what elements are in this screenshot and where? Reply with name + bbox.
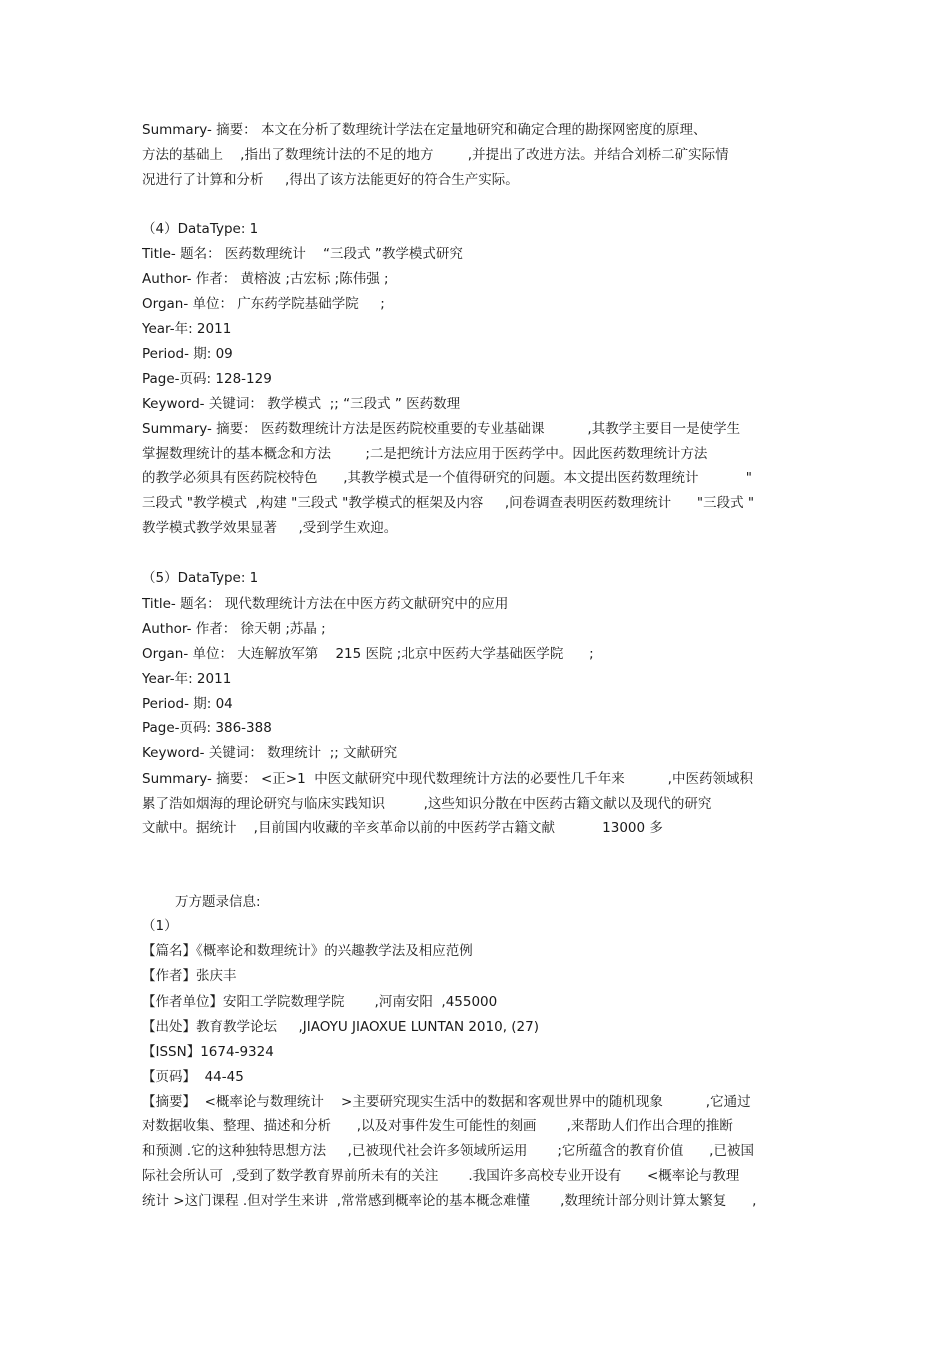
- section-heading: 万方题录信息:: [175, 894, 261, 910]
- summary-line: 掌握数理统计的基本概念和方法 ;二是把统计方法应用于医药学中。因此医药数理统计方法: [142, 446, 708, 462]
- record-period: Period- 期: 09: [142, 346, 233, 362]
- record-author: Author- 作者： 徐天朝 ;苏晶 ;: [142, 621, 326, 637]
- record-number: （1）: [142, 918, 178, 934]
- summary-line: Summary- 摘要： 本文在分析了数理统计学法在定量地研究和确定合理的勘探网密度的原理、: [142, 122, 707, 138]
- summary-line: 累了浩如烟海的理论研究与临床实践知识 ,这些知识分散在中医药古籍文献以及现代的研究: [142, 796, 712, 812]
- record-page: Page-页码: 386-388: [142, 720, 272, 736]
- record-author: Author- 作者： 黄榕波 ;古宏标 ;陈伟强 ;: [142, 271, 389, 287]
- summary-line: 的教学必须具有医药院校特色 ,其教学模式是一个值得研究的问题。本文提出医药数理统计 ": [142, 470, 752, 486]
- record-source: 【出处】教育教学论坛 ,JIAOYU JIAOXUE LUNTAN 2010, (27): [142, 1019, 539, 1035]
- record-issn: 【ISSN】1674-9324: [142, 1044, 274, 1060]
- summary-line: Summary- 摘要： <正>1 中医文献研究中现代数理统计方法的必要性几千年来 ,中医药领域积: [142, 771, 753, 787]
- summary-line: Summary- 摘要： 医药数理统计方法是医药院校重要的专业基础课 ,其教学主要目一是使学生: [142, 421, 741, 437]
- record-number: （4）DataType: 1: [142, 221, 259, 237]
- summary-line: 三段式 "教学模式 ,构建 "三段式 "教学模式的框架及内容 ,问卷调查表明医药数理统计 "三段式 ": [142, 495, 755, 511]
- abstract-line: 【摘要】 <概率论与数理统计 >主要研究现实生活中的数据和客观世界中的随机现象 ,它通过: [142, 1094, 751, 1110]
- abstract-line: 统计 >这门课程 .但对学生来讲 ,常常感到概率论的基本概念难懂 ,数理统计部分则计算太繁复 ,: [142, 1193, 757, 1209]
- record-organ: Organ- 单位： 广东药学院基础学院 ;: [142, 296, 385, 312]
- abstract-line: 际社会所认可 ,受到了数学教育界前所未有的关注 .我国许多高校专业开设有 <概率论与教理: [142, 1168, 740, 1184]
- abstract-line: 对数据收集、整理、描述和分析 ,以及对事件发生可能性的刻画 ,来帮助人们作出合理的推断: [142, 1118, 733, 1134]
- record-author: 【作者】张庆丰: [142, 968, 237, 984]
- abstract-line: 和预测 .它的这种独特思想方法 ,已被现代社会许多领域所运用 ;它所蕴含的教育价值 ,已被国: [142, 1143, 754, 1159]
- record-keyword: Keyword- 关键词： 数理统计 ;; 文献研究: [142, 745, 398, 761]
- record-keyword: Keyword- 关键词： 教学模式 ;; “三段式 ” 医药数理: [142, 396, 461, 412]
- record-title: 【篇名】《概率论和数理统计》的兴趣教学法及相应范例: [142, 943, 473, 959]
- record-organ: Organ- 单位： 大连解放军第 215 医院 ;北京中医药大学基础医学院 ;: [142, 646, 594, 662]
- summary-line: 方法的基础上 ,指出了数理统计法的不足的地方 ,并提出了改进方法。并结合刘桥二矿实际情: [142, 147, 729, 163]
- record-page: 【页码】 44-45: [142, 1069, 244, 1085]
- record-period: Period- 期: 04: [142, 696, 233, 712]
- summary-line: 况进行了计算和分析 ,得出了该方法能更好的符合生产实际。: [142, 172, 519, 188]
- record-title: Title- 题名： 医药数理统计 “三段式 ”教学模式研究: [142, 246, 463, 262]
- record-page: Page-页码: 128-129: [142, 371, 272, 387]
- record-year: Year-年: 2011: [142, 671, 232, 687]
- record-title: Title- 题名： 现代数理统计方法在中医方药文献研究中的应用: [142, 596, 509, 612]
- record-organ: 【作者单位】安阳工学院数理学院 ,河南安阳 ,455000: [142, 994, 498, 1010]
- summary-line: 文献中。据统计 ,目前国内收藏的辛亥革命以前的中医药学古籍文献 13000 多: [142, 820, 663, 836]
- record-number: （5）DataType: 1: [142, 570, 259, 586]
- record-year: Year-年: 2011: [142, 321, 232, 337]
- summary-line: 教学模式教学效果显著 ,受到学生欢迎。: [142, 520, 398, 536]
